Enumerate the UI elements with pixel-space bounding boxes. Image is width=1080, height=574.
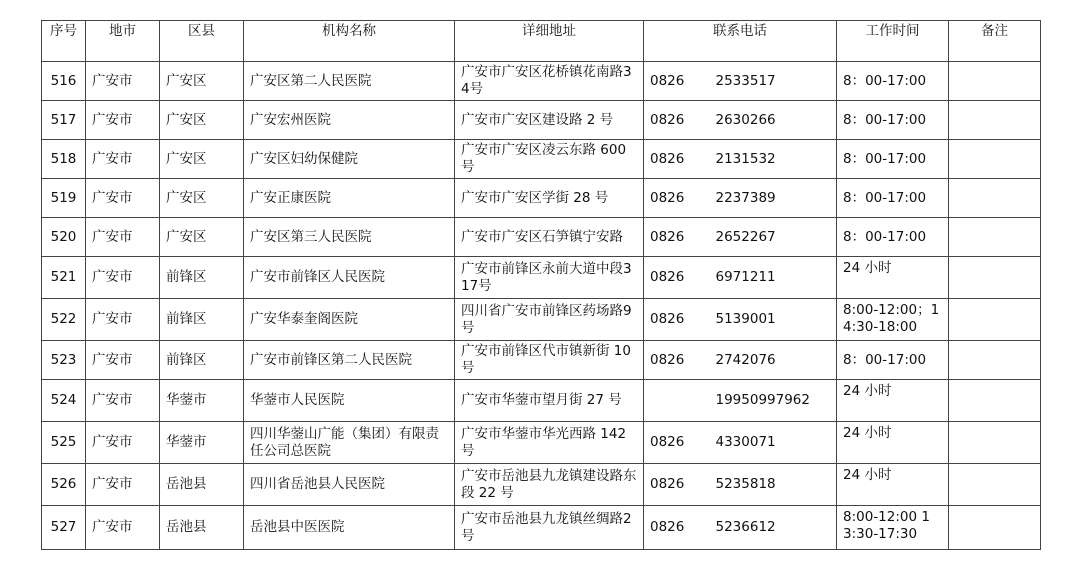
cell-area-code: 0826	[644, 218, 710, 257]
cell-district: 岳池县	[160, 464, 244, 506]
cell-city: 广安市	[86, 299, 160, 341]
cell-hours: 8：00-17:00	[837, 62, 949, 101]
cell-phone: 2533517	[710, 62, 837, 101]
table-row	[42, 140, 1041, 179]
cell-notes	[949, 341, 1041, 380]
cell-district: 广安区	[160, 179, 244, 218]
header-seq: 序号	[42, 21, 86, 62]
cell-phone: 2237389	[710, 179, 837, 218]
cell-area-code: 0826	[644, 464, 710, 506]
cell-area-code: 0826	[644, 62, 710, 101]
table-row	[42, 218, 1041, 257]
cell-address: 广安市广安区石笋镇宁安路	[455, 218, 644, 257]
cell-hours: 24 小时	[837, 422, 949, 464]
cell-seq: 524	[42, 380, 86, 422]
cell-name: 广安区第二人民医院	[244, 62, 455, 101]
cell-address: 广安市广安区建设路 2 号	[455, 101, 644, 140]
cell-district: 广安区	[160, 62, 244, 101]
cell-phone: 5139001	[710, 299, 837, 341]
cell-address: 广安市前锋区代市镇新街 10 号	[455, 341, 644, 380]
cell-area-code: 0826	[644, 341, 710, 380]
cell-seq: 525	[42, 422, 86, 464]
cell-district: 华蓥市	[160, 380, 244, 422]
cell-district: 广安区	[160, 140, 244, 179]
cell-phone: 4330071	[710, 422, 837, 464]
cell-district: 广安区	[160, 101, 244, 140]
cell-name: 广安正康医院	[244, 179, 455, 218]
cell-area-code: 0826	[644, 179, 710, 218]
header-district: 区县	[160, 21, 244, 62]
cell-city: 广安市	[86, 464, 160, 506]
table-row	[42, 464, 1041, 506]
cell-name: 四川华蓥山广能（集团）有限责任公司总医院	[244, 422, 455, 464]
header-city: 地市	[86, 21, 160, 62]
cell-district: 岳池县	[160, 506, 244, 550]
cell-city: 广安市	[86, 101, 160, 140]
cell-name: 华蓥市人民医院	[244, 380, 455, 422]
table-row	[42, 506, 1041, 550]
cell-city: 广安市	[86, 62, 160, 101]
cell-name: 岳池县中医医院	[244, 506, 455, 550]
cell-address: 广安市岳池县九龙镇建设路东段 22 号	[455, 464, 644, 506]
cell-city: 广安市	[86, 218, 160, 257]
cell-phone: 5235818	[710, 464, 837, 506]
table-row	[42, 101, 1041, 140]
table-row	[42, 257, 1041, 299]
table-row	[42, 62, 1041, 101]
cell-hours: 8：00-17:00	[837, 341, 949, 380]
cell-notes	[949, 218, 1041, 257]
cell-district: 前锋区	[160, 299, 244, 341]
header-notes: 备注	[949, 21, 1041, 62]
cell-city: 广安市	[86, 380, 160, 422]
cell-hours: 24 小时	[837, 257, 949, 299]
cell-address: 广安市岳池县九龙镇丝绸路2号	[455, 506, 644, 550]
cell-hours: 24 小时	[837, 380, 949, 422]
cell-address: 广安市华蓥市望月街 27 号	[455, 380, 644, 422]
table-row	[42, 380, 1041, 422]
cell-seq: 522	[42, 299, 86, 341]
cell-area-code: 0826	[644, 299, 710, 341]
table-row	[42, 422, 1041, 464]
cell-district: 前锋区	[160, 341, 244, 380]
cell-seq: 519	[42, 179, 86, 218]
cell-city: 广安市	[86, 140, 160, 179]
cell-name: 广安区第三人民医院	[244, 218, 455, 257]
cell-hours: 8：00-17:00	[837, 140, 949, 179]
cell-hours: 8:00-12:00 13:30-17:30	[837, 506, 949, 550]
cell-notes	[949, 101, 1041, 140]
cell-seq: 517	[42, 101, 86, 140]
cell-city: 广安市	[86, 341, 160, 380]
table-row	[42, 299, 1041, 341]
cell-address: 四川省广安市前锋区药场路9号	[455, 299, 644, 341]
cell-area-code: 0826	[644, 506, 710, 550]
cell-phone: 2652267	[710, 218, 837, 257]
cell-notes	[949, 380, 1041, 422]
cell-phone: 19950997962	[710, 380, 837, 422]
cell-phone: 6971211	[710, 257, 837, 299]
cell-city: 广安市	[86, 257, 160, 299]
cell-area-code: 0826	[644, 257, 710, 299]
cell-district: 前锋区	[160, 257, 244, 299]
cell-notes	[949, 179, 1041, 218]
cell-name: 广安华泰奎阁医院	[244, 299, 455, 341]
cell-hours: 8:00-12:00；14:30-18:00	[837, 299, 949, 341]
cell-seq: 523	[42, 341, 86, 380]
cell-name: 四川省岳池县人民医院	[244, 464, 455, 506]
cell-seq: 518	[42, 140, 86, 179]
cell-address: 广安市前锋区永前大道中段317号	[455, 257, 644, 299]
cell-phone: 2131532	[710, 140, 837, 179]
cell-notes	[949, 299, 1041, 341]
table-row	[42, 179, 1041, 218]
cell-city: 广安市	[86, 422, 160, 464]
cell-area-code: 0826	[644, 140, 710, 179]
cell-hours: 8：00-17:00	[837, 218, 949, 257]
cell-name: 广安宏州医院	[244, 101, 455, 140]
cell-address: 广安市广安区凌云东路 600 号	[455, 140, 644, 179]
cell-seq: 527	[42, 506, 86, 550]
cell-name: 广安市前锋区第二人民医院	[244, 341, 455, 380]
cell-address: 广安市广安区学街 28 号	[455, 179, 644, 218]
cell-notes	[949, 464, 1041, 506]
cell-phone: 2742076	[710, 341, 837, 380]
cell-phone: 5236612	[710, 506, 837, 550]
cell-name: 广安区妇幼保健院	[244, 140, 455, 179]
cell-hours: 8：00-17:00	[837, 101, 949, 140]
table-body	[42, 62, 1041, 550]
header-phone: 联系电话	[644, 21, 837, 62]
cell-city: 广安市	[86, 506, 160, 550]
cell-address: 广安市广安区花桥镇花南路34号	[455, 62, 644, 101]
header-address: 详细地址	[455, 21, 644, 62]
cell-seq: 516	[42, 62, 86, 101]
cell-notes	[949, 422, 1041, 464]
cell-district: 广安区	[160, 218, 244, 257]
cell-hours: 8：00-17:00	[837, 179, 949, 218]
cell-area-code: 0826	[644, 422, 710, 464]
cell-notes	[949, 506, 1041, 550]
cell-area-code: 0826	[644, 101, 710, 140]
cell-notes	[949, 140, 1041, 179]
cell-notes	[949, 62, 1041, 101]
cell-name: 广安市前锋区人民医院	[244, 257, 455, 299]
cell-seq: 526	[42, 464, 86, 506]
table-header-row	[42, 21, 1041, 62]
cell-seq: 520	[42, 218, 86, 257]
cell-area-code	[644, 380, 710, 422]
cell-city: 广安市	[86, 179, 160, 218]
cell-seq: 521	[42, 257, 86, 299]
header-hours: 工作时间	[837, 21, 949, 62]
table-row	[42, 341, 1041, 380]
cell-district: 华蓥市	[160, 422, 244, 464]
header-name: 机构名称	[244, 21, 455, 62]
cell-address: 广安市华蓥市华光西路 142 号	[455, 422, 644, 464]
institution-table	[41, 20, 1041, 550]
cell-notes	[949, 257, 1041, 299]
cell-hours: 24 小时	[837, 464, 949, 506]
cell-phone: 2630266	[710, 101, 837, 140]
